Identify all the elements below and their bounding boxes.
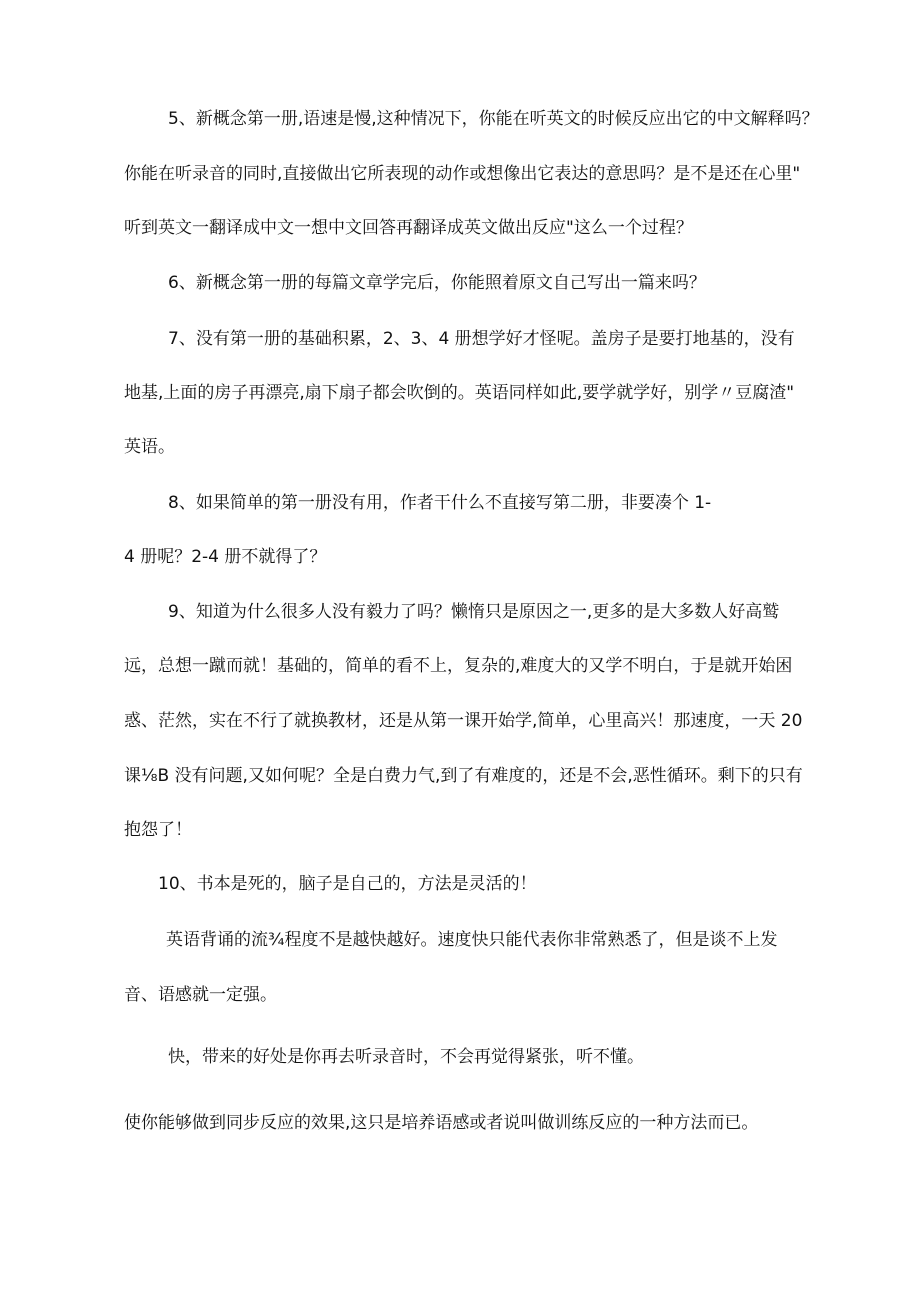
item-5-line-3: 听到英文一翻译成中文一想中文回答再翻译成英文做出反应"这么一个过程？ <box>124 218 693 238</box>
fluency-line-2: 音、语感就一定强。 <box>124 985 277 1005</box>
item-8-line-1: 8、如果简单的第一册没有用，作者干什么不直接写第二册，非要凑个 1- <box>168 493 712 513</box>
fast-line-1: 快，带来的好处是你再去听录音时，不会再觉得紧张，听不懂。 <box>168 1047 644 1067</box>
item-8-line-2: 4 册呢？2-4 册不就得了？ <box>124 547 327 567</box>
item-9-line-4: 课⅛B 没有问题,又如何呢？全是白费力气,到了有难度的，还是不会,恶性循环。剩下的只有 <box>124 766 803 786</box>
item-9-line-5: 抱怨了！ <box>124 820 192 840</box>
sync-line-1: 使你能够做到同步反应的效果,这只是培养语感或者说叫做训练反应的一种方法而已。 <box>124 1113 759 1133</box>
item-7-line-3: 英语。 <box>124 437 175 457</box>
item-5-line-1: 5、新概念第一册,语速是慢,这种情况下，你能在听英文的时候反应出它的中文解释吗？ <box>168 109 819 129</box>
item-9-line-2: 远，总想一蹴而就！基础的，简单的看不上，复杂的,难度大的又学不明白，于是就开始困 <box>124 656 793 676</box>
item-7-line-2: 地基,上面的房子再漂亮,扇下扇子都会吹倒的。英语同样如此,要学就学好，别学〃豆腐渣" <box>124 383 795 403</box>
item-5-line-2: 你能在听录音的同时,直接做出它所表现的动作或想像出它表达的意思吗？是不是还在心里" <box>124 164 801 184</box>
item-7-line-1: 7、没有第一册的基础积累，2、3、4 册想学好才怪呢。盖房子是要打地基的，没有 <box>168 329 795 349</box>
fluency-line-1: 英语背诵的流¾程度不是越快越好。速度快只能代表你非常熟悉了，但是谈不上发 <box>166 930 778 950</box>
item-6-line-1: 6、新概念第一册的每篇文章学完后，你能照着原文自己写出一篇来吗？ <box>168 273 706 293</box>
item-9-line-3: 惑、茫然，实在不行了就换教材，还是从第一课开始学,简单，心里高兴！那速度，一天 20 <box>124 711 803 731</box>
item-10-line-1: 10、书本是死的，脑子是自己的，方法是灵活的！ <box>158 874 537 894</box>
item-9-line-1: 9、知道为什么很多人没有毅力了吗？懒惰只是原因之一,更多的是大多数人好高鹫 <box>168 602 780 622</box>
